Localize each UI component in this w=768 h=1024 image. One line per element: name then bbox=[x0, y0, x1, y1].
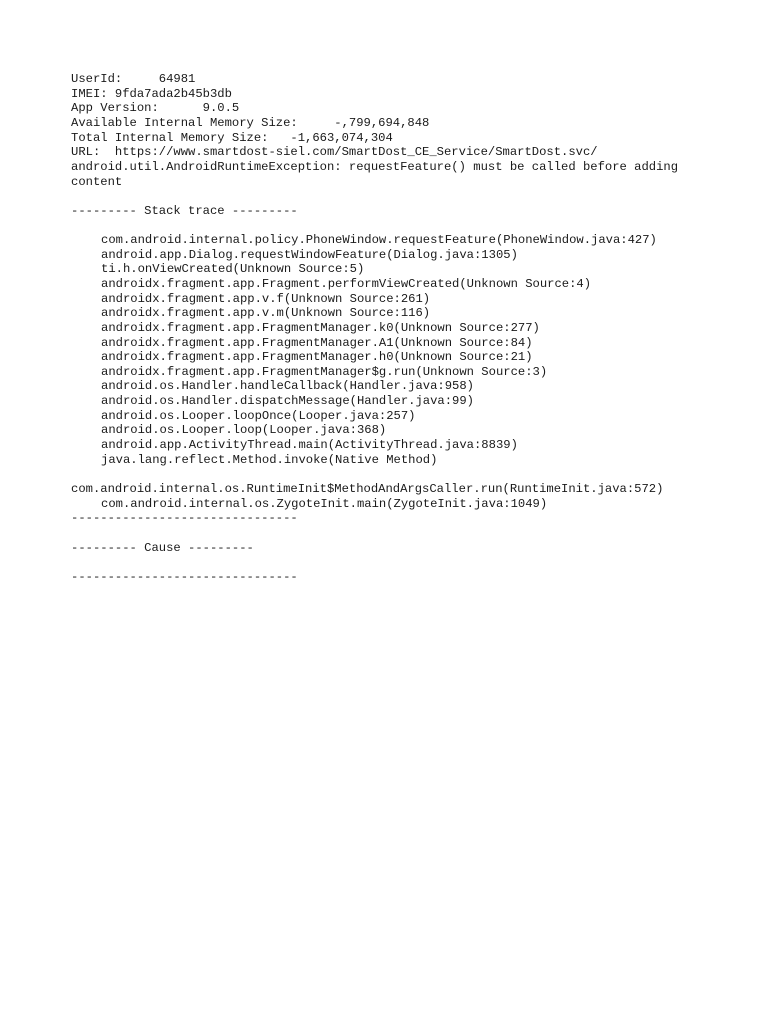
stack-frame: androidx.fragment.app.FragmentManager$g.run(Unknown Source:3) bbox=[101, 364, 548, 379]
app-version-line: App Version: 9.0.5 bbox=[71, 101, 240, 116]
stack-frame: com.android.internal.policy.PhoneWindow.requestFeature(PhoneWindow.java:427) bbox=[101, 233, 657, 248]
zygote-init-frame: com.android.internal.os.ZygoteInit.main(ZygoteInit.java:1049) bbox=[101, 496, 548, 511]
available-memory-line: Available Internal Memory Size: -,799,694,848 bbox=[71, 115, 430, 130]
stack-trace-header: --------- Stack trace --------- bbox=[71, 203, 298, 218]
spacer bbox=[71, 218, 711, 233]
cause-footer: ------------------------------- bbox=[71, 569, 298, 584]
stack-frame: androidx.fragment.app.FragmentManager.h0(Unknown Source:21) bbox=[101, 350, 533, 365]
stack-frame: java.lang.reflect.Method.invoke(Native Method) bbox=[101, 452, 438, 467]
url-line: URL: https://www.smartdost-siel.com/SmartDost_CE_Service/SmartDost.svc/ bbox=[71, 145, 598, 160]
exception-message: android.util.AndroidRuntimeException: requestFeature() must be called before adding content bbox=[71, 159, 686, 189]
runtime-init-frame: com.android.internal.os.RuntimeInit$MethodAndArgsCaller.run(RuntimeInit.java:572) bbox=[71, 481, 664, 496]
spacer bbox=[71, 555, 711, 570]
stack-frame: android.os.Looper.loopOnce(Looper.java:257) bbox=[101, 408, 416, 423]
stack-frame: android.app.ActivityThread.main(ActivityThread.java:8839) bbox=[101, 438, 518, 453]
total-memory-line: Total Internal Memory Size: -1,663,074,304 bbox=[71, 130, 393, 145]
user-id-line: UserId: 64981 bbox=[71, 72, 196, 86]
cause-header: --------- Cause --------- bbox=[71, 540, 254, 555]
stack-frame-list bbox=[71, 233, 711, 467]
stack-frame: androidx.fragment.app.v.m(Unknown Source:116) bbox=[101, 306, 431, 321]
stack-frame: androidx.fragment.app.FragmentManager.A1(Unknown Source:84) bbox=[101, 335, 533, 350]
stack-frame: android.os.Handler.dispatchMessage(Handler.java:99) bbox=[101, 394, 474, 409]
stack-trace-footer: ------------------------------- bbox=[71, 511, 298, 526]
spacer bbox=[71, 526, 711, 541]
stack-frame: androidx.fragment.app.FragmentManager.k0(Unknown Source:277) bbox=[101, 320, 540, 335]
crash-report bbox=[71, 72, 711, 584]
spacer bbox=[71, 189, 711, 204]
stack-frame: android.os.Handler.handleCallback(Handler.java:958) bbox=[101, 379, 474, 394]
stack-frame: android.app.Dialog.requestWindowFeature(Dialog.java:1305) bbox=[101, 247, 518, 262]
stack-frame: androidx.fragment.app.Fragment.performViewCreated(Unknown Source:4) bbox=[101, 277, 592, 291]
stack-frame: androidx.fragment.app.v.f(Unknown Source:261) bbox=[101, 291, 431, 306]
stack-frame: ti.h.onViewCreated(Unknown Source:5) bbox=[101, 262, 365, 277]
imei-line: IMEI: 9fda7ada2b45b3db bbox=[71, 86, 232, 101]
stack-frame: android.os.Looper.loop(Looper.java:368) bbox=[101, 423, 387, 438]
spacer bbox=[71, 467, 711, 482]
